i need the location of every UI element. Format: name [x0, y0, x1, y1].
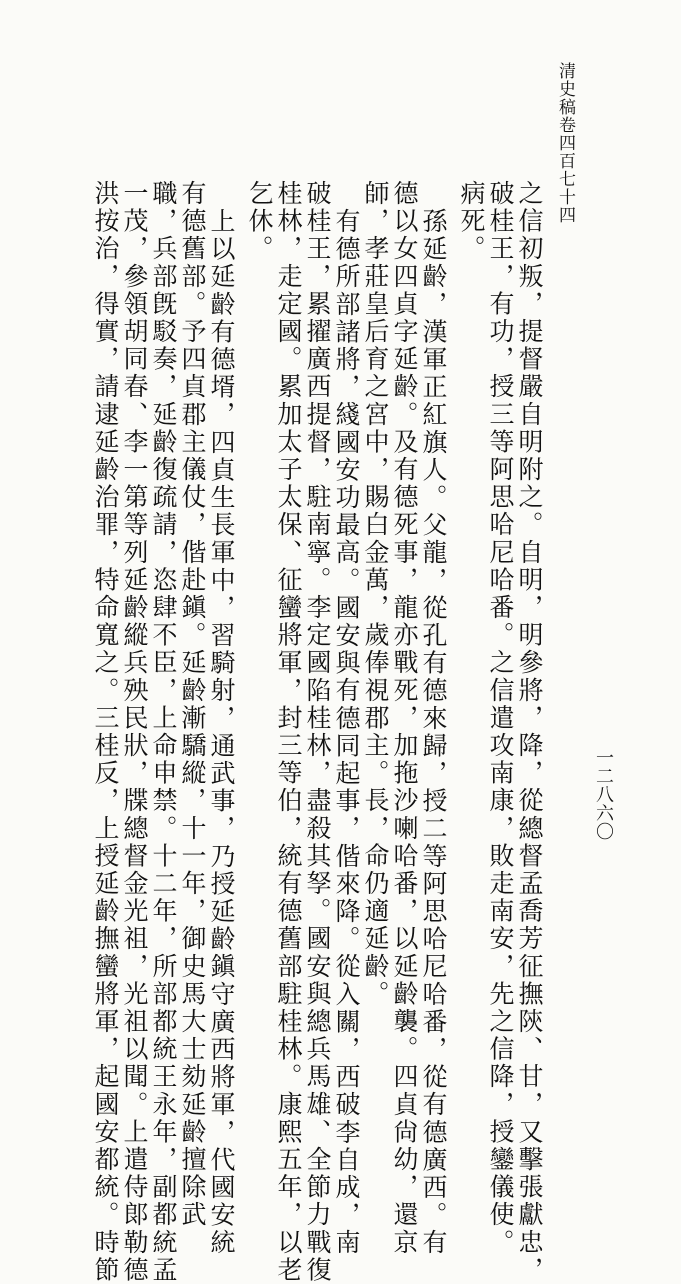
page-number: 一二八六〇 [593, 748, 614, 841]
text-column: 洪按治，得實，請逮延齡治罪，特命寬之。三桂反，上授延齡撫蠻將軍，起國安都統。時節 [91, 180, 120, 1284]
text-column: 破桂王，累擢廣西提督，駐南寧。李定國陷桂林，盡殺其孥。國安與總兵馬雄、全節力戰復 [303, 180, 332, 1284]
text-column: 上以延齡有德壻，四貞生長軍中，習騎射，通武事，乃授延齡鎭守廣西將軍，代國安統 [207, 208, 236, 1257]
text-column: 師，孝莊皇后育之宮中，賜白金萬，歲俸視郡主。長，命仍適延齡。 [361, 180, 390, 1008]
text-column: 孫延齡，漢軍正紅旗人。父龍，從孔有德來歸，授二等阿思哈尼哈番，從有德廣西。有 [419, 208, 448, 1257]
text-column: 破桂王，有功，授三等阿思哈尼哈番。之信遣攻南康，敗走南安，先之信降，授鑾儀使。 [486, 180, 515, 1257]
text-column: 有德舊部。予四貞郡主儀仗，偕赴鎭。延齡漸驕縱，十一年，御史馬大士劾延齡擅除武 [178, 180, 207, 1229]
text-column: 一茂，參領胡同春、李一第等列延齡縱兵殃民狀，牒總督金光祖，光祖以聞。上遣侍郞勒德 [120, 180, 149, 1284]
running-title: 清史稿卷四百七十四 [555, 62, 575, 224]
text-column: 病死。 [457, 180, 486, 263]
text-column: 職，兵部旣駁奏，延齡復疏請，恣肆不臣，上命申禁。十二年，所部都統王永年，副都統孟 [149, 180, 178, 1284]
text-column: 之信初叛，提督嚴自明附之。自明，明參將，降，從總督孟喬芳征撫陝、甘，又擊張獻忠， [515, 180, 544, 1284]
text-column: 乞休。 [245, 180, 274, 263]
text-column: 德以女四貞字延齡。及有德死事，龍亦戰死，加拖沙喇哈番，以延齡襲。四貞尙幼，還京 [390, 180, 419, 1257]
text-column: 有德所部諸將，綫國安功最高。國安與有德同起事，偕來降。從入關，西破李自成，南 [332, 208, 361, 1257]
text-column: 桂林，走定國。累加太子太保、征蠻將軍，封三等伯，統有德舊部駐桂林。康熙五年，以老 [274, 180, 303, 1284]
